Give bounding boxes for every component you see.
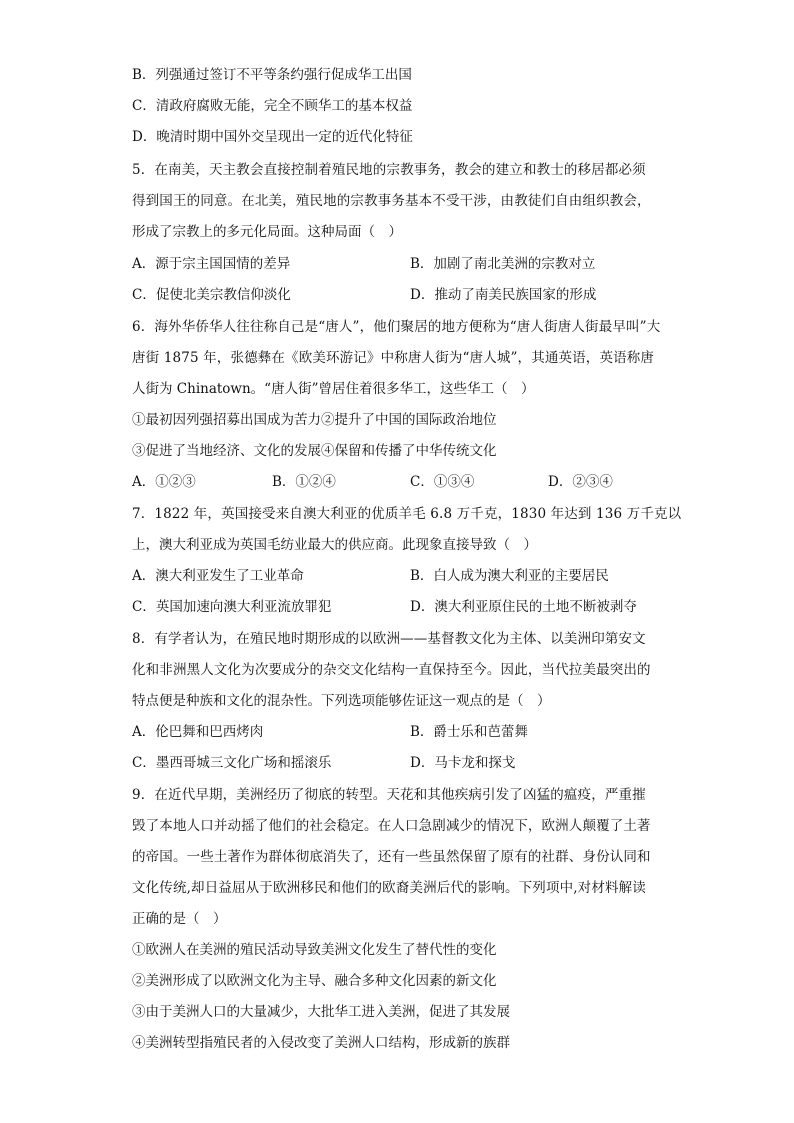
question-9-statement-4: ④美洲转型指殖民者的入侵改变了美洲人口结构，形成新的族群 <box>132 1035 510 1051</box>
option-c-q8: C．墨西哥城三文化广场和摇滚乐 <box>132 755 332 771</box>
question-8-line-2: 化和非洲黑人文化为次要成分的杂交文化结构一直保持至今。因此，当代拉美最突出的 <box>132 662 651 678</box>
question-9-statement-3: ③由于美洲人口的大量减少，大批华工进入美洲，促进了其发展 <box>132 1004 510 1020</box>
option-c-q7: C．英国加速向澳大利亚流放罪犯 <box>132 599 332 615</box>
option-d-q5: D．推动了南美民族国家的形成 <box>410 287 597 303</box>
question-5-line-1: 5．在南美，天主教会直接控制着殖民地的宗教事务，教会的建立和教士的移居都必须 <box>132 162 646 178</box>
option-c-q6: C．①③④ <box>410 474 475 490</box>
question-9-line-2: 毁了本地人口并动摇了他们的社会稳定。在人口急剧减少的情况下，欧洲人颠覆了土著 <box>132 818 651 834</box>
question-9-line-5: 正确的是（ ） <box>132 911 227 927</box>
question-5-line-3: 形成了宗教上的多元化局面。这种局面（ ） <box>132 224 402 240</box>
option-d-q7: D．澳大利亚原住民的土地不断被剥夺 <box>410 599 637 615</box>
option-b-q5: B．加剧了南北美洲的宗教对立 <box>410 256 596 272</box>
option-a-q6: A．①②③ <box>132 474 196 490</box>
question-9-line-4: 文化传统,却日益屈从于欧洲移民和他们的欧裔美洲后代的影响。下列项中,对材料解读 <box>132 880 646 896</box>
option-b-q8: B．爵士乐和芭蕾舞 <box>410 724 528 740</box>
option-d-q6: D．②③④ <box>548 474 613 490</box>
question-7-line-2: 上，澳大利亚成为英国毛纺业最大的供应商。此现象直接导致（ ） <box>132 537 537 553</box>
question-8-line-1: 8．有学者认为，在殖民地时期形成的以欧洲——基督教文化为主体、以美洲印第安文 <box>132 631 646 647</box>
option-c-q5: C．促使北美宗教信仰淡化 <box>132 287 291 303</box>
question-6-statement-2: ③促进了当地经济、文化的发展④保留和传播了中华传统文化 <box>132 443 497 459</box>
question-9-statement-2: ②美洲形成了以欧洲文化为主导、融合多种文化因素的新文化 <box>132 973 497 989</box>
question-9-statement-1: ①欧洲人在美洲的殖民活动导致美洲文化发生了替代性的变化 <box>132 942 497 958</box>
option-b-q4: B．列强通过签订不平等条约强行促成华工出国 <box>132 67 412 83</box>
option-b-q7: B．白人成为澳大利亚的主要居民 <box>410 568 609 584</box>
option-c-q4: C．清政府腐败无能，完全不顾华工的基本权益 <box>132 98 413 114</box>
option-b-q6: B．①②④ <box>272 474 336 490</box>
option-a-q8: A．伦巴舞和巴西烤肉 <box>132 724 264 740</box>
option-a-q5: A．源于宗主国国情的差异 <box>132 256 291 272</box>
option-d-q8: D．马卡龙和探戈 <box>410 755 516 771</box>
question-9-line-1: 9．在近代早期，美洲经历了彻底的转型。天花和其他疾病引发了凶猛的瘟疫，严重摧 <box>132 787 646 803</box>
question-6-line-2: 唐街 1875 年，张德彝在《欧美环游记》中称唐人街为“唐人城”，其通英语，英语称唐 <box>132 350 655 366</box>
question-6-line-1: 6．海外华侨华人往往称自己是“唐人”，他们聚居的地方便称为“唐人街唐人街最早叫”大 <box>132 319 661 335</box>
option-d-q4: D．晚清时期中国外交呈现出一定的近代化特征 <box>132 129 413 145</box>
question-7-line-1: 7．1822 年，英国接受来自澳大利亚的优质羊毛 6.8 万千克，1830 年达到 136 万千克以 <box>132 506 682 522</box>
question-9-line-3: 的帝国。一些土著作为群体彻底消失了，还有一些虽然保留了原有的社群、身份认同和 <box>132 849 651 865</box>
option-a-q7: A．澳大利亚发生了工业革命 <box>132 568 304 584</box>
question-5-line-2: 得到国王的同意。在北美，殖民地的宗教事务基本不受干涉，由教徒们自由组织教会， <box>132 193 651 209</box>
question-6-line-3: 人街为 Chinatown。“唐人街”曾居住着很多华工，这些华工（ ） <box>132 381 535 397</box>
question-8-line-3: 特点便是种族和文化的混杂性。下列选项能够佐证这一观点的是（ ） <box>132 693 551 709</box>
question-6-statement-1: ①最初因列强招募出国成为苦力②提升了中国的国际政治地位 <box>132 412 497 428</box>
